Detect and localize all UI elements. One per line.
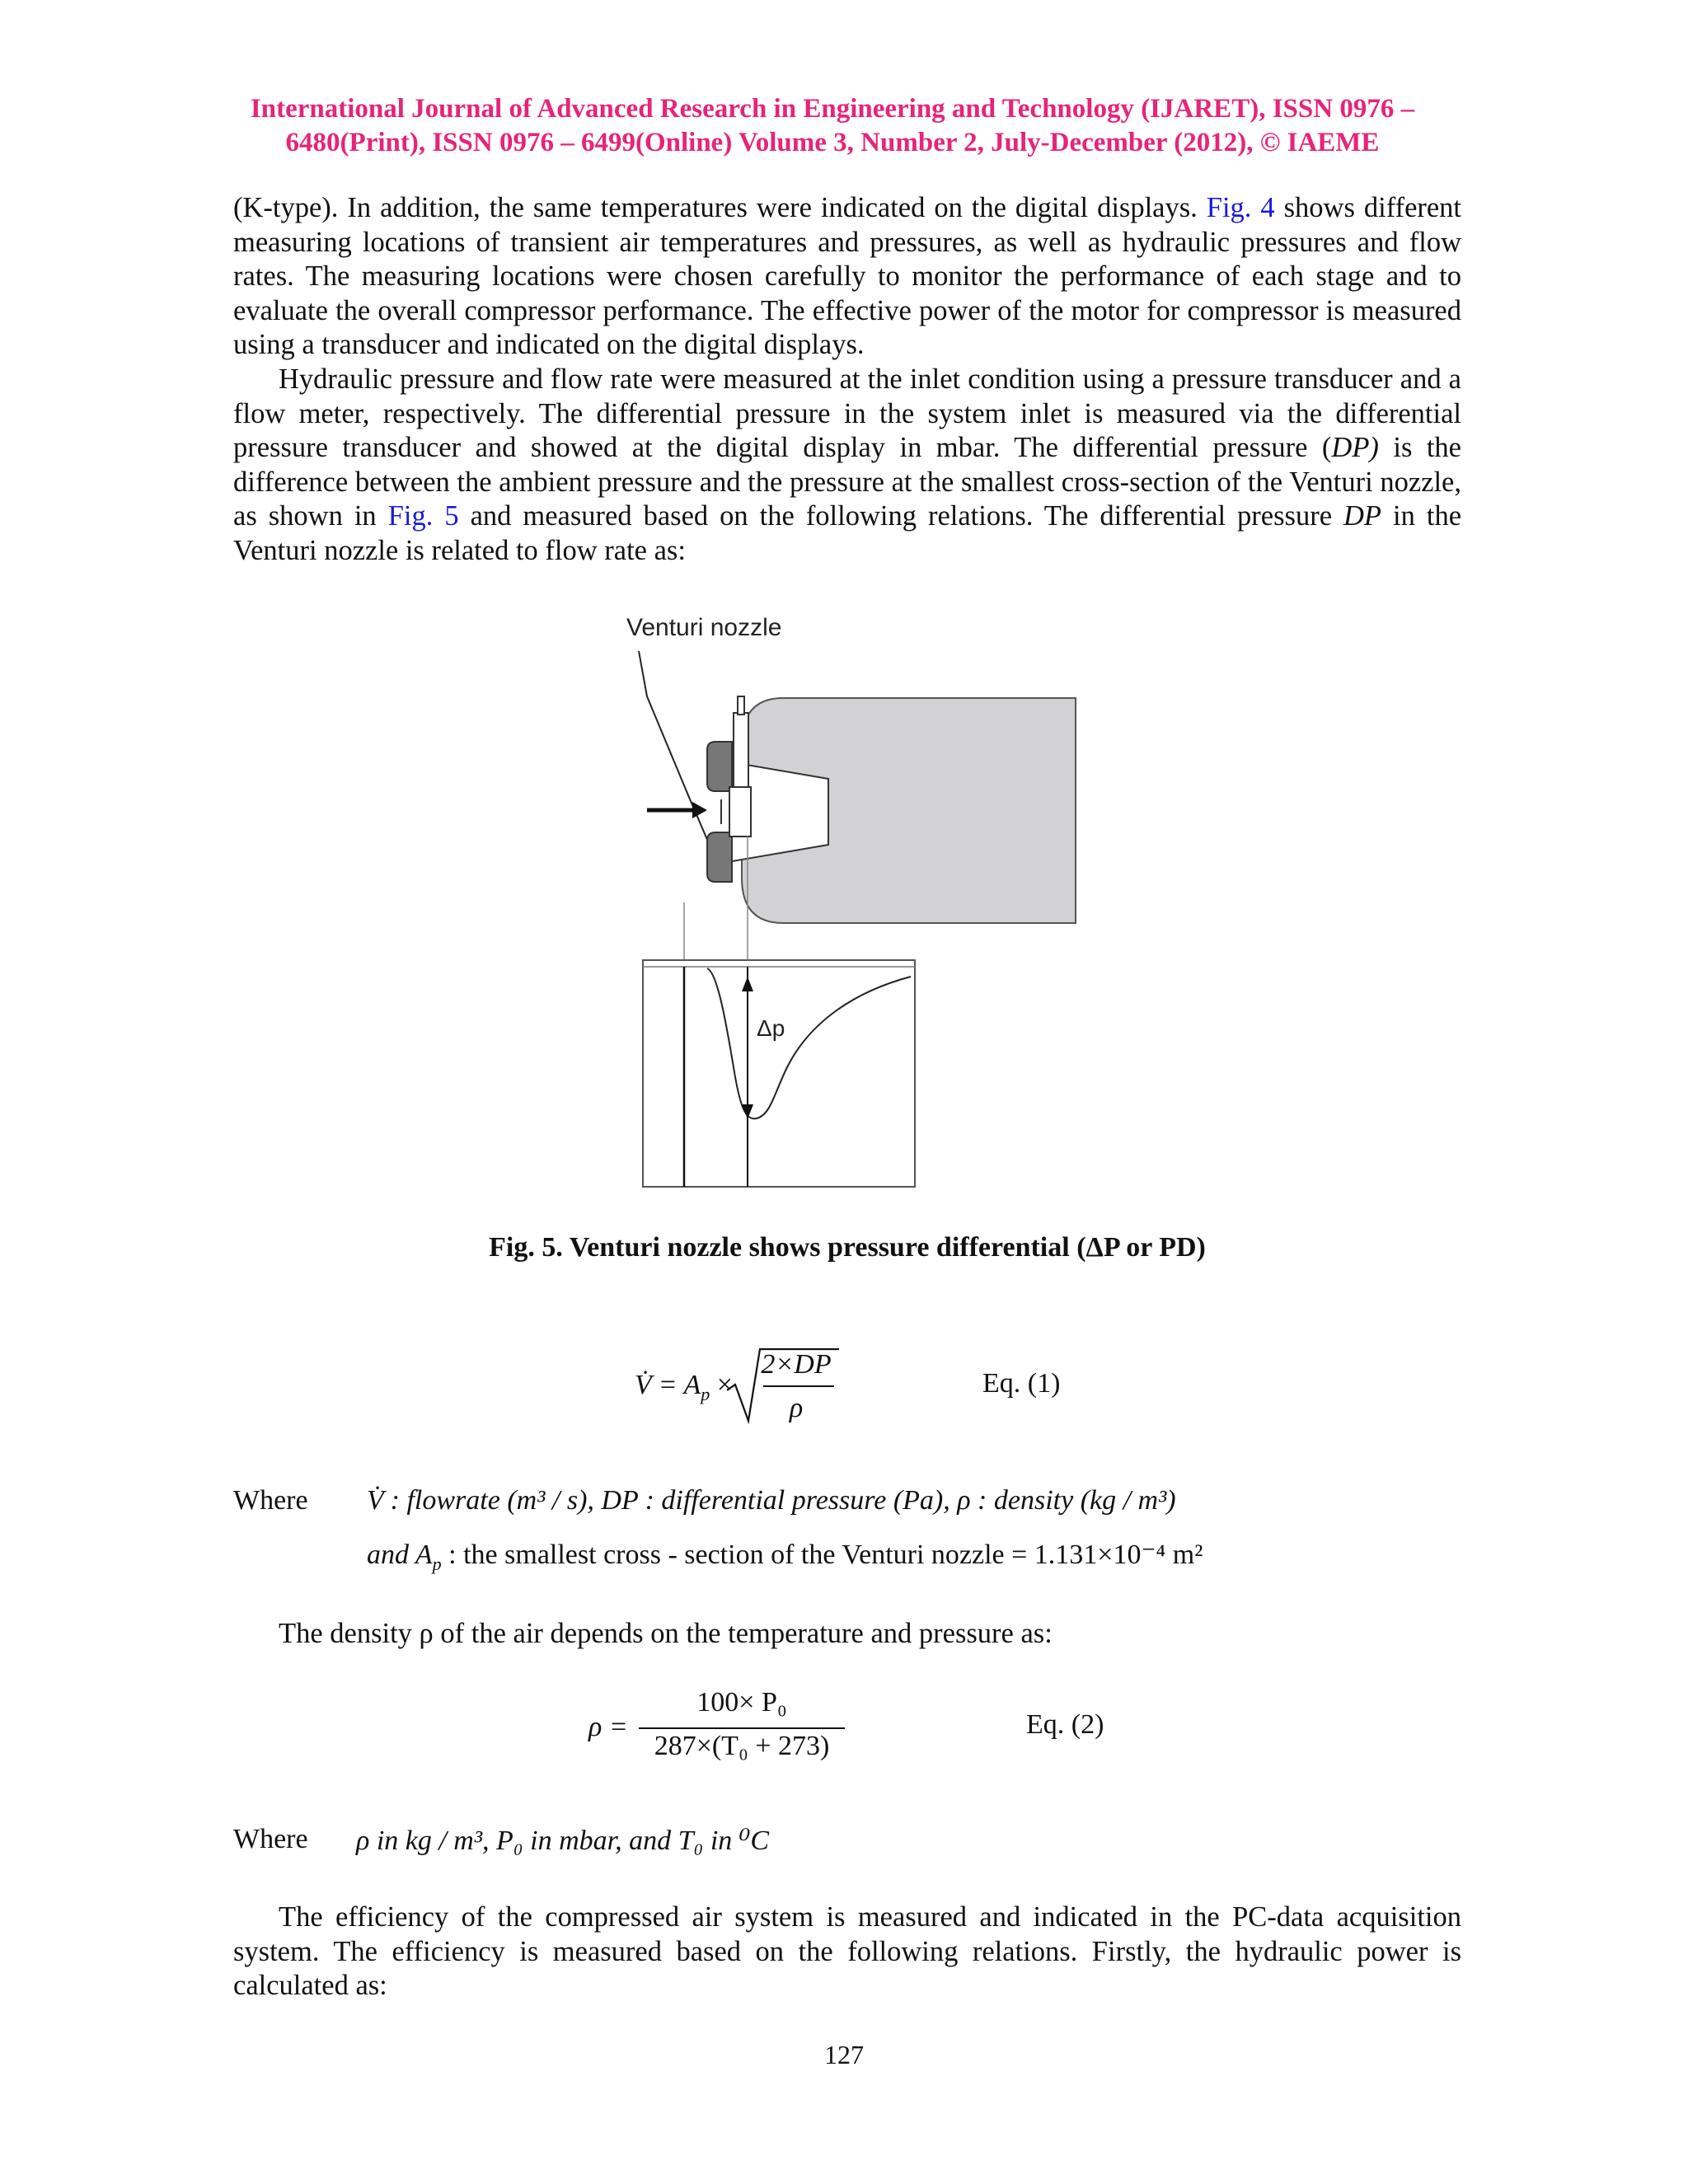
eq2-denominator: 287×(T₀ + 273) [654, 1731, 830, 1761]
delta-p-label: Δp [757, 1015, 785, 1041]
where2-text: ρ in kg / m³, P₀ in mbar, and T₀ in ⁰C [356, 1825, 770, 1856]
where1-line2-b: : the smallest cross - section of the Venturi nozzle = 1.131×10⁻⁴ m² [441, 1540, 1203, 1570]
eq2-numerator: 100× P₀ [696, 1687, 787, 1718]
nozzle-flange-top [707, 742, 732, 791]
eq1-lhs [635, 1370, 733, 1405]
p2-text-d: in the Venturi nozzle is related to flow rate as: [233, 500, 1462, 566]
fig5-link[interactable]: Fig. 5 [387, 500, 459, 532]
pressure-tap-nipple [738, 696, 744, 715]
eq1-lhs-sub: p [701, 1383, 710, 1404]
paragraph-2 [233, 363, 1461, 568]
eq1-label: Eq. (1) [982, 1368, 1061, 1399]
fig4-link[interactable]: Fig. 4 [1206, 192, 1275, 223]
eq2-lhs: ρ = [588, 1712, 628, 1742]
page-number: 127 [824, 2040, 864, 2069]
where-label-1: Where [233, 1485, 308, 1516]
venturi-nozzle-label: Venturi nozzle [626, 614, 782, 641]
header-line-2: 6480(Print), ISSN 0976 – 6499(Online) Volume 3, Number 2, July-December (2012), © IAEME [285, 128, 1380, 157]
journal-header [198, 92, 1467, 160]
venturi-nozzle-figure [610, 606, 1088, 1195]
where1-line2-a: and A [367, 1540, 433, 1570]
where1-line1: V̇ : flowrate (m³ / s), DP : differential pressure (Pa), ρ : density (kg / m³) [367, 1485, 1176, 1516]
p2-text-c: and measured based on the following relations. The differential pressure [458, 500, 1344, 532]
paragraph-1 [233, 191, 1461, 363]
p1-text-a: (K-type). In addition, the same temperatures were indicated on the digital displays. [233, 192, 1207, 223]
paragraph-3: The density ρ of the air depends on the temperature and pressure as: [279, 1618, 1053, 1649]
eq2-label: Eq. (2) [1026, 1709, 1104, 1740]
p2-text-b: is the difference between the ambient pressure and the pressure at the smallest cross-section of the Venturi nozzle, as shown in [233, 432, 1461, 532]
p1-text-b: shows different measuring locations of transient air temperatures and pressures, as well as hydraulic pressures and flow rates. The measuring locations were chosen carefully to monitor the performance of each stage and to evaluate the overall compressor performance. The effective power of the motor for compressor is measured using a transducer and indicated on the digital displays. [233, 192, 1462, 360]
p2-dp-term-2: DP [1343, 500, 1382, 532]
header-line-1: International Journal of Advanced Research in Engineering and Technology (IJARET), ISSN 0976 – [250, 94, 1415, 124]
p2-text-a: Hydraulic pressure and flow rate were measured at the inlet condition using a pressure transducer and a flow meter, respectively. The differential pressure in the system inlet is measured via the differential pressure transducer and showed at the digital display in mbar. The differential pressure ( [233, 363, 1461, 463]
where1-line2-sub: p [432, 1553, 442, 1574]
eq2-fraction-bar [639, 1727, 845, 1729]
eq1-denominator: ρ [789, 1393, 804, 1423]
eq1-lhs-text: V̇ = A [635, 1370, 701, 1400]
eq1-times: × [716, 1370, 733, 1400]
flow-arrow-head [692, 802, 707, 818]
p2-dp-term: DP) [1331, 432, 1379, 463]
where-label-2: Where [233, 1824, 308, 1854]
nozzle-flange-bottom [707, 832, 732, 882]
eq1-numerator: 2×DP [761, 1349, 832, 1380]
figure-caption: Fig. 5. Venturi nozzle shows pressure differential (ΔP or PD) [489, 1232, 1206, 1263]
where1-line2 [367, 1538, 1203, 1575]
paragraph-4: The efficiency of the compressed air system is measured and indicated in the PC-data acquisition system. The efficiency is measured based on the following relations. Firstly, the hydraulic power is calculated as: [233, 1901, 1461, 2001]
pressure-tap [734, 713, 748, 787]
nozzle-throat [729, 787, 751, 837]
label-leader-line [639, 651, 713, 853]
